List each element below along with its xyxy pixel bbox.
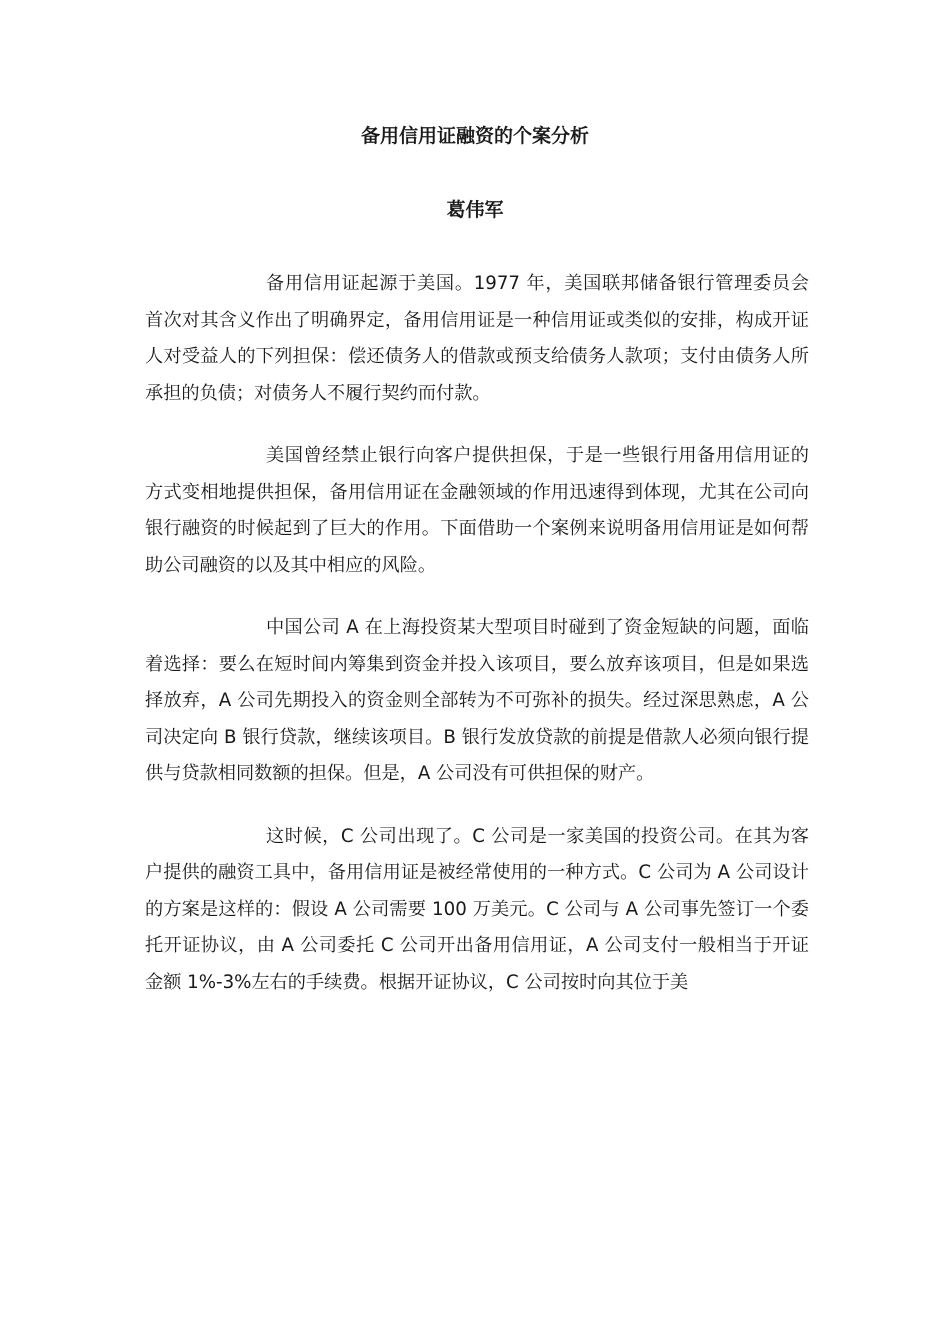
document-body [145, 266, 809, 1027]
paragraph-3: 中国公司 A 在上海投资某大型项目时碰到了资金短缺的问题，面临着选择：要么在短时间内筹集到资金并投入该项目，要么放弃该项目，但是如果选择放弃，A 公司先期投入的资金则全部转为不可弥补的损失。经过深思熟虑，A 公司决定向 B 银行贷款，继续该项目。B 银行发放贷款的前提是借款人必须向银行提供与贷款相同数额的担保。但是，A 公司没有可供担保的财产。 [145, 617, 809, 784]
paragraph-2: 美国曾经禁止银行向客户提供担保，于是一些银行用备用信用证的方式变相地提供担保，备用信用证在金融领域的作用迅速得到体现，尤其在公司向银行融资的时候起到了巨大的作用。下面借助一个案例来说明备用信用证是如何帮助公司融资的以及其中相应的风险。 [145, 445, 809, 576]
document-author: 葛伟军 [446, 199, 504, 221]
document-title: 备用信用证融资的个案分析 [360, 125, 589, 147]
paragraph-4: 这时候，C 公司出现了。C 公司是一家美国的投资公司。在其为客户提供的融资工具中，备用信用证是被经常使用的一种方式。C 公司为 A 公司设计的方案是这样的：假设 A 公司需要 100 万美元。C 公司与 A 公司事先签订一个委托开证协议，由 A 公司委托 C 公司开出备用信用证，A 公司支付一般相当于开证金额 1%-3%左右的手续费。根据开证协议，C 公司按时向其位于美 [145, 825, 809, 993]
paragraph-1: 备用信用证起源于美国。1977 年，美国联邦储备银行管理委员会首次对其含义作出了明确界定，备用信用证是一种信用证或类似的安排，构成开证人对受益人的下列担保：偿还债务人的借款或预支给债务人款项；支付由债务人所承担的负债；对债务人不履行契约而付款。 [145, 273, 809, 404]
